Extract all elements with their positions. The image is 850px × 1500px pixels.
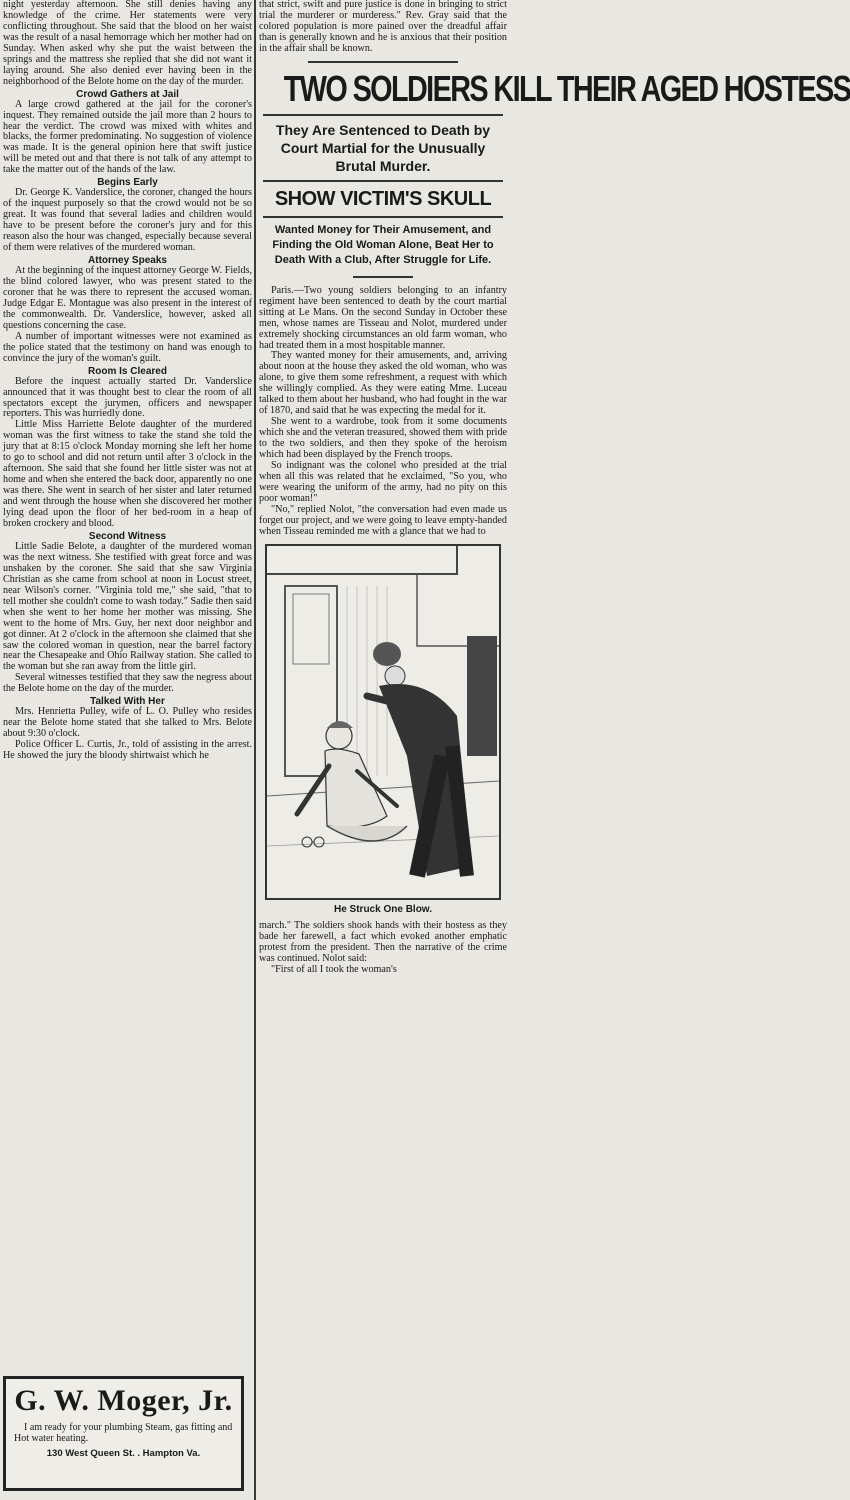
right-column	[259, 0, 850, 1500]
article-paragraph: Several witnesses testified that they saw the negress about the Belote home on the day of the murder.	[3, 672, 252, 695]
article-paragraph: At the beginning of the inquest attorney George W. Fields, the blind colored lawyer, who was present stated to the coroner that he was there to represent the accused woman. Judge Edgar E. Montague was also present in the interest of the commonwealth. Dr. Vanderslice, however, asked all questions concerning the case.	[3, 265, 252, 331]
advertiser-name: G. W. Moger, Jr.	[14, 1384, 233, 1417]
headline-rule	[263, 114, 503, 116]
plumbing-advertisement	[3, 1376, 244, 1491]
column-rule	[254, 0, 256, 1500]
crime-illustration	[265, 544, 501, 900]
article-paragraph: A large crowd gathered at the jail for the coroner's inquest. They remained outside the jail more than 2 hours to hear the verdict. The crowd was mixed with whites and blacks, the former predominating. No suggestion of violence was made. It is the general opinion here that swift justice will be meted out and that there is not talk of any attempt to take the matter out of the hands of the law.	[3, 98, 252, 176]
article-paragraph: They wanted money for their amusements, and, arriving about noon at the house they asked the old woman, who was alone, to give them some refreshment, a request with which she willingly complied. As they were eating Mme. Luceau talked to them about her husband, who had fought in the war of 1870, and said that he was expecting the medal for it.	[259, 350, 507, 417]
main-headline: TWO SOLDIERS KILL THEIR AGED HOSTESS	[283, 67, 850, 109]
article-paragraph: that strict, swift and pure justice is done in bringing to strict trial the murderer or murderess." Rev. Gray said that the colored population is more pained over the dreadful affair than is generally known and he is anxious that their position in the affair shall be known.	[259, 0, 507, 54]
article-paragraph: "No," replied Nolot, "the conversation had even made us forget our project, and we were going to leave empty-handed when Tisseau reminded me with a glance that we had to	[259, 503, 507, 537]
illustration-drawing	[267, 546, 499, 898]
article-separator	[353, 276, 413, 278]
article-paragraph: Before the inquest actually started Dr. Vanderslice announced that it was thought best to clear the room of all spectators except the jurymen, officers and newspaper reporters. This was hurriedly done.	[3, 375, 252, 420]
article-paragraph: Little Miss Harriette Belote daughter of the murdered woman was the first witness to take the stand she told the jury that at 8:15 o'clock Monday morning she left her home to go to school and did not return until after 3 o'clock in the afternoon. She said that she found her little sister was not at home and when she entered the back door, apparently no one was there. She went in search of her sister and later returned and went through the house when she discovered her mother lying dead upon the floor of her bed-room in a heap of broken crockery and blood.	[3, 419, 252, 529]
article-paragraph: She went to a wardrobe, took from it some documents which she and the veteran treasured, showed them with pride to the two soldiers, and then they spoke of the heroism which had been displayed by the French troops.	[259, 416, 507, 461]
article-paragraph: A number of important witnesses were not examined as the police stated that the testimony on hand was enough to convince the jury of the woman's guilt.	[3, 330, 252, 364]
left-column	[3, 0, 252, 1500]
headline-deck: They Are Sentenced to Death by Court Martial for the Unusually Brutal Murder.	[275, 121, 491, 174]
advertiser-address: 130 West Queen St. . Hampton Va.	[46, 1448, 201, 1459]
subheading: Attorney Speaks	[88, 255, 167, 267]
article-paragraph: march." The soldiers shook hands with their hostess as they bade her farewell, a fact which evoked another emphatic protest from the president. Then the narrative of the crime was continued. Nolot said:	[259, 919, 507, 964]
advertisement-text: I am ready for your plumbing Steam, gas fitting and Hot water heating.	[14, 1422, 233, 1444]
article-paragraph: So indignant was the colonel who presided at the trial when all this was related that he exclaimed, "So you, who were wearing the uniform of the army, had no pity on this poor woman!"	[259, 460, 507, 504]
subheading: Second Witness	[88, 530, 167, 542]
headline-rule	[263, 216, 503, 218]
article-paragraph: Little Sadie Belote, a daughter of the murdered woman was the next witness. She testified with great force and was unshaken by the coroner. She said that she saw Virginia Christian as she came from school at noon in Locust street, near Wilson's corner. "Virginia told me," she said, "that to tell mother she couldn't come to wash today." Sadie then said when she went to her home her mother was missing. She went to the home of Mrs. Guy, her next door neighbor and got dinner. At 2 o'clock in the afternoon she claimed that she saw the colored woman in question, near the barrel factory near the Chesapeake and Ohio Railway station. She called to the woman but she ran away from the little girl.	[3, 540, 252, 673]
article-paragraph: Police Officer L. Curtis, Jr., told of assisting in the arrest. He showed the jury the bloody shirtwaist which he	[3, 739, 252, 762]
secondary-headline: SHOW VICTIM'S SKULL	[274, 187, 492, 210]
article-paragraph: "First of all I took the woman's	[271, 963, 397, 975]
subheading: Room Is Cleared	[88, 365, 167, 377]
article-paragraph: Mrs. Henrietta Pulley, wife of L. O. Pulley who resides near the Belote home stated that she talked to Mrs. Belote about 9:30 o'clock.	[3, 706, 252, 740]
subheading: Begins Early	[97, 177, 158, 189]
subheading: Crowd Gathers at Jail	[76, 88, 179, 100]
secondary-deck: Wanted Money for Their Amusement, and Finding the Old Woman Alone, Beat Her to Death With a Club, After Struggle for Life.	[272, 223, 494, 266]
article-paragraph: Paris.—Two young soldiers belonging to an infantry regiment have been sentenced to death by the court martial sitting at Le Mans. On the second Sunday in October these men, whose names are Tisseau and Nolot, murdered under extremely shocking circumstances an old farm woman, who had treated them in a most hospitable manner.	[259, 284, 507, 351]
article-paragraph: night yesterday afternoon. She still denies having any knowledge of the crime. Her statements were very conflicting throughout. She said that the blood on her waist was the result of a nasal hemorrage which her mother had on Sunday. When asked why she put the waist between the springs and the mattress she replied that she did not want it laying around. She also denied ever having been in the neighborhood of the Belote home on the day of the murder.	[3, 0, 252, 87]
subheading: Talked With Her	[90, 696, 165, 708]
illustration-caption: He Struck One Blow.	[334, 903, 432, 915]
article-separator	[308, 61, 458, 63]
headline-rule	[263, 180, 503, 182]
article-paragraph: Dr. George K. Vanderslice, the coroner, changed the hours of the inquest purposely so that the crowd would not be so great. It was found that several ladies and children would have to be present before the coroner's jury and for this reason also the hour was changed, especially because several of them were relatives of the murdered woman.	[3, 187, 252, 254]
